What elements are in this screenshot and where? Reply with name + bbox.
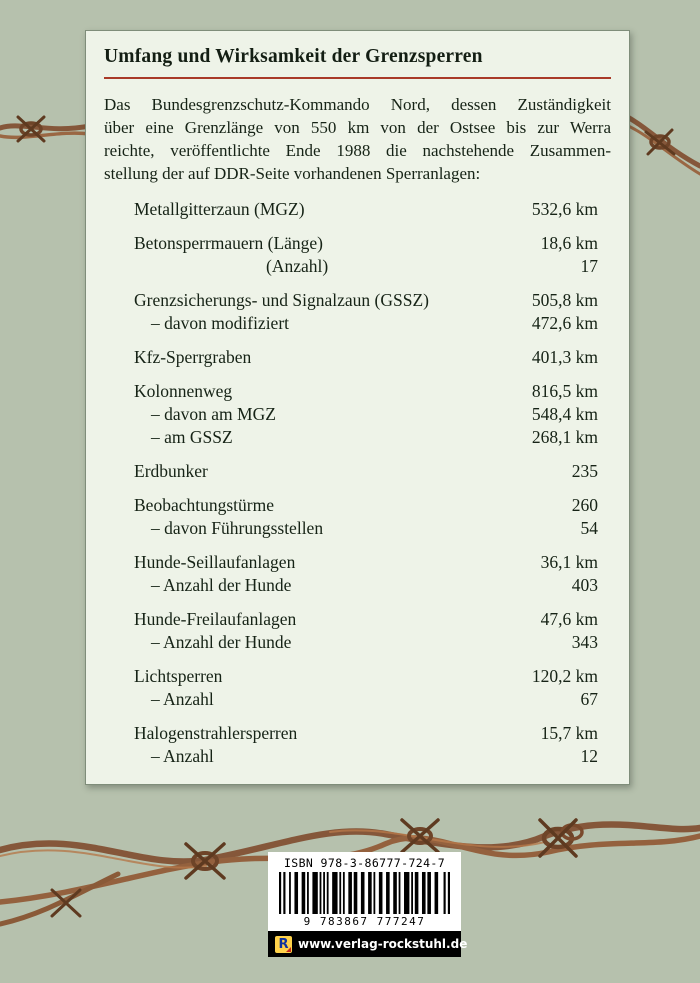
row-value: 47,6 km — [540, 609, 598, 629]
row-value: 260 — [571, 495, 598, 515]
barbed-wire-top-left — [0, 106, 90, 166]
intro-line: stellung der auf DDR-Seite vorhandenen Sperranlagen: — [104, 164, 481, 183]
row-group — [134, 494, 598, 540]
row-value: 120,2 km — [531, 666, 598, 686]
isbn-text: ISBN 978-3-86777-724-7 — [283, 856, 446, 870]
row-label: – Anzahl — [151, 689, 214, 709]
row-group — [134, 722, 598, 768]
table-row — [134, 517, 598, 540]
row-label: – Anzahl der Hunde — [151, 575, 292, 595]
publisher-logo-icon — [275, 936, 292, 953]
table-row — [134, 403, 598, 426]
row-label: Kfz-Sperrgraben — [134, 347, 252, 367]
page-title: Umfang und Wirksamkeit der Grenzsperren — [104, 46, 483, 67]
row-group — [134, 198, 598, 221]
row-value: 12 — [580, 746, 598, 766]
row-group — [134, 665, 598, 711]
barcode-box — [268, 852, 461, 931]
row-value: 54 — [580, 518, 598, 538]
publisher-url: www.verlag-rockstuhl.de — [298, 937, 468, 951]
row-value: 343 — [571, 632, 598, 652]
row-value: 505,8 km — [531, 290, 598, 310]
table-row — [134, 722, 598, 745]
table-row — [134, 494, 598, 517]
table-row — [134, 255, 598, 278]
intro-line: reichte, veröffentlichte Ende 1988 die nachstehende Zusammen- — [104, 141, 611, 160]
table-row — [134, 312, 598, 335]
table-row — [134, 346, 598, 369]
intro-paragraph — [104, 93, 611, 185]
row-group — [134, 346, 598, 369]
sperranlagen-list — [134, 198, 598, 768]
row-label: Grenzsicherungs- und Signalzaun (GSSZ) — [134, 290, 430, 310]
table-row — [134, 574, 598, 597]
row-value: 235 — [571, 461, 598, 481]
barcode — [279, 872, 450, 914]
row-group — [134, 551, 598, 597]
table-row — [134, 426, 598, 449]
row-group — [134, 289, 598, 335]
intro-line: Das Bundesgrenzschutz-Kommando Nord, dessen Zuständigkeit — [104, 95, 611, 114]
row-label: – Anzahl — [151, 746, 214, 766]
row-value: 548,4 km — [531, 404, 598, 424]
row-group — [134, 232, 598, 278]
isbn-block — [268, 852, 468, 957]
table-row — [134, 688, 598, 711]
row-label: (Anzahl) — [266, 256, 329, 276]
row-label: Erdbunker — [134, 461, 208, 481]
table-row — [134, 232, 598, 255]
row-label: Betonsperrmauern (Länge) — [134, 233, 324, 253]
table-row — [134, 551, 598, 574]
info-panel — [85, 30, 630, 785]
row-label: Lichtsperren — [134, 666, 223, 686]
row-value: 816,5 km — [531, 381, 598, 401]
row-group — [134, 608, 598, 654]
table-row — [134, 380, 598, 403]
row-label: – davon am MGZ — [151, 404, 276, 424]
row-value: 472,6 km — [531, 313, 598, 333]
row-label: Metallgitterzaun (MGZ) — [134, 199, 305, 219]
row-label: Kolonnenweg — [134, 381, 233, 401]
table-row — [134, 198, 598, 221]
table-row — [134, 631, 598, 654]
row-value: 17 — [580, 256, 598, 276]
table-row — [134, 289, 598, 312]
publisher-strip — [268, 931, 468, 957]
row-value: 15,7 km — [540, 723, 598, 743]
row-value: 18,6 km — [540, 233, 598, 253]
row-label: – am GSSZ — [151, 427, 233, 447]
table-row — [134, 608, 598, 631]
row-label: Hunde-Seillaufanlagen — [134, 552, 296, 572]
row-value: 401,3 km — [531, 347, 598, 367]
intro-line: über eine Grenzlänge von 550 km von der Ostsee bis zur Werra — [104, 118, 611, 137]
table-row — [134, 745, 598, 768]
row-value: 36,1 km — [540, 552, 598, 572]
row-label: – davon modifiziert — [151, 313, 290, 333]
table-row — [134, 460, 598, 483]
title-rule — [104, 77, 611, 79]
barcode-digits: 9 783867 777247 — [303, 915, 426, 928]
row-label: – davon Führungsstellen — [151, 518, 324, 538]
table-row — [134, 665, 598, 688]
row-value: 403 — [571, 575, 598, 595]
row-value: 532,6 km — [531, 199, 598, 219]
row-group — [134, 460, 598, 483]
row-label: Hunde-Freilaufanlagen — [134, 609, 297, 629]
row-label: Halogenstrahlersperren — [134, 723, 298, 743]
barbed-wire-top-right — [618, 100, 700, 195]
publisher-logo-letter: R — [278, 936, 289, 952]
row-label: – Anzahl der Hunde — [151, 632, 292, 652]
row-value: 67 — [580, 689, 598, 709]
row-label: Beobachtungstürme — [134, 495, 274, 515]
row-group — [134, 380, 598, 449]
row-value: 268,1 km — [531, 427, 598, 447]
